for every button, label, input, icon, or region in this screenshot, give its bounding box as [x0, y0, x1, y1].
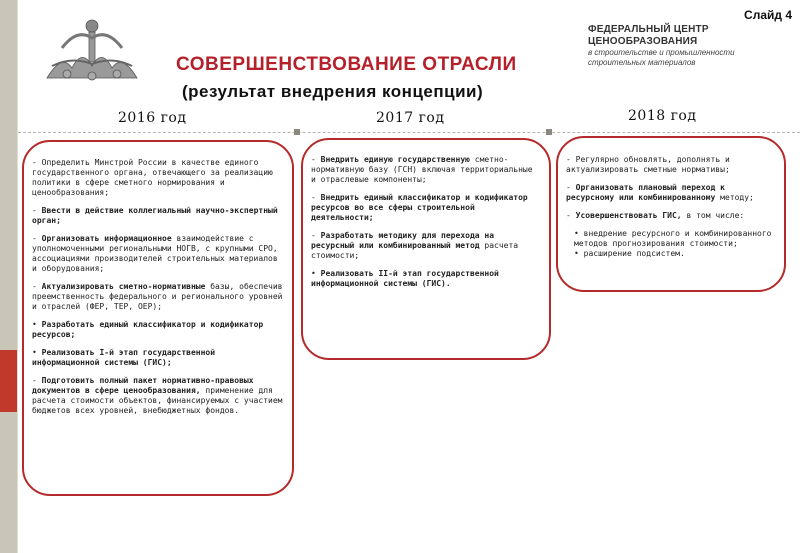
sub-list-item: • расширение подсистем.	[574, 249, 685, 258]
item-bold-text: Организовать плановый переход к ресурсному или комбинированному	[566, 183, 725, 202]
bullet-marker: -	[566, 155, 576, 164]
left-divider-line	[17, 0, 18, 553]
item-text: расчета стоимости;	[311, 241, 519, 260]
bullet-marker: -	[566, 211, 576, 220]
column-2018	[566, 155, 774, 259]
org-line-3: в строительстве и промышленности	[588, 48, 735, 57]
list-item	[566, 183, 774, 203]
bullet-marker: -	[32, 206, 42, 215]
bullet-marker: -	[311, 155, 321, 164]
year-2017-label: 2017 год	[376, 110, 445, 126]
item-bold-text: Разработать единый классификатор и кодификатор ресурсов;	[32, 320, 264, 339]
list-item	[311, 193, 541, 223]
slide-subtitle: (результат внедрения концепции)	[182, 82, 484, 101]
bullet-marker: -	[32, 282, 42, 291]
bullet-marker: -	[32, 158, 42, 167]
column-2017	[311, 155, 541, 297]
item-text: в том числе:	[686, 211, 745, 220]
list-item	[32, 282, 284, 312]
slide-title: СОВЕРШЕНСТВОВАНИЕ ОТРАСЛИ	[176, 54, 517, 75]
bullet-marker: -	[566, 183, 576, 192]
bullet-marker: -	[32, 234, 42, 243]
org-line-2: ЦЕНООБРАЗОВАНИЯ	[588, 36, 698, 47]
list-item	[311, 155, 541, 185]
timeline-tick	[546, 129, 552, 135]
bullet-marker: -	[32, 376, 42, 385]
item-bold-text: Внедрить единую государственную	[320, 155, 470, 164]
item-bold-text: Разработать методику для перехода на ресурсный или комбинированный метод	[311, 231, 495, 250]
item-bold-text: Усовершенствовать ГИС,	[575, 211, 682, 220]
emblem-logo	[42, 8, 142, 88]
item-bold-text: Внедрить единый классификатор и кодификатор ресурсов во все сферы строительной деятельности;	[311, 193, 528, 222]
item-bold-text: Реализовать II-й этап государственной информационной системы (ГИС).	[311, 269, 499, 288]
list-item	[32, 158, 284, 198]
list-item	[566, 211, 774, 221]
item-text: сметно-нормативную базу (ГСН) включая территориальные и отраслевые компоненты;	[311, 155, 533, 184]
left-decorative-bar	[0, 0, 17, 553]
column-2016	[32, 158, 284, 424]
item-text: взаимодействие с уполномоченными региональными НОГВ, с крупными СРО, ассоциациями производителей строительных материалов и оборудования;	[32, 234, 278, 273]
item-bold-text: Подготовить полный пакет нормативно-правовых документов в сфере ценообразования,	[32, 376, 254, 395]
slide-number: Слайд 4	[744, 8, 792, 22]
sub-list-item: • внедрение ресурсного и комбинированного методов прогнозирования стоимости;	[574, 229, 772, 248]
item-bold-text: Реализовать I-й этап государственной информационной системы (ГИС);	[32, 348, 216, 367]
item-text: Регулярно обновлять, дополнять и актуализировать сметные нормативы;	[566, 155, 730, 174]
list-item	[32, 348, 284, 368]
organization-block	[588, 24, 788, 68]
item-text: применение для расчета стоимости объектов, финансируемых с участием бюджетов всех уровней, внебюджетных фондов.	[32, 386, 283, 415]
list-item	[32, 376, 284, 416]
bullet-marker: •	[32, 320, 42, 329]
left-accent-block	[0, 350, 17, 412]
timeline-line	[18, 132, 800, 133]
item-text: методу;	[720, 193, 754, 202]
item-text: базы, обеспечив преемственность федерального и регионального уровней и отраслей (ФЕР, ТЕР, ОЕР);	[32, 282, 283, 311]
bullet-marker: -	[311, 231, 321, 240]
org-line-1: ФЕДЕРАЛЬНЫЙ ЦЕНТР	[588, 24, 709, 35]
bullet-marker: -	[311, 193, 321, 202]
item-bold-text: Организовать информационное	[41, 234, 172, 243]
item-text: Определить Минстрой России в качестве единого государственного органа, отвечающего за реализацию политики в сфере сметного нормирования и ценообразования;	[32, 158, 273, 197]
item-bold-text: Актуализировать сметно-нормативные	[41, 282, 206, 291]
timeline-tick	[294, 129, 300, 135]
org-line-4: строительных материалов	[588, 58, 696, 67]
list-item	[311, 231, 541, 261]
bullet-marker: •	[311, 269, 321, 278]
year-2018-label: 2018 год	[628, 108, 697, 124]
list-item	[32, 234, 284, 274]
list-item	[32, 206, 284, 226]
list-item	[311, 269, 541, 289]
item-bold-text: Ввести в действие коллегиальный научно-экспертный орган;	[32, 206, 278, 225]
year-2016-label: 2016 год	[118, 110, 187, 126]
bullet-marker: •	[32, 348, 42, 357]
list-item	[32, 320, 284, 340]
list-item	[566, 155, 774, 175]
